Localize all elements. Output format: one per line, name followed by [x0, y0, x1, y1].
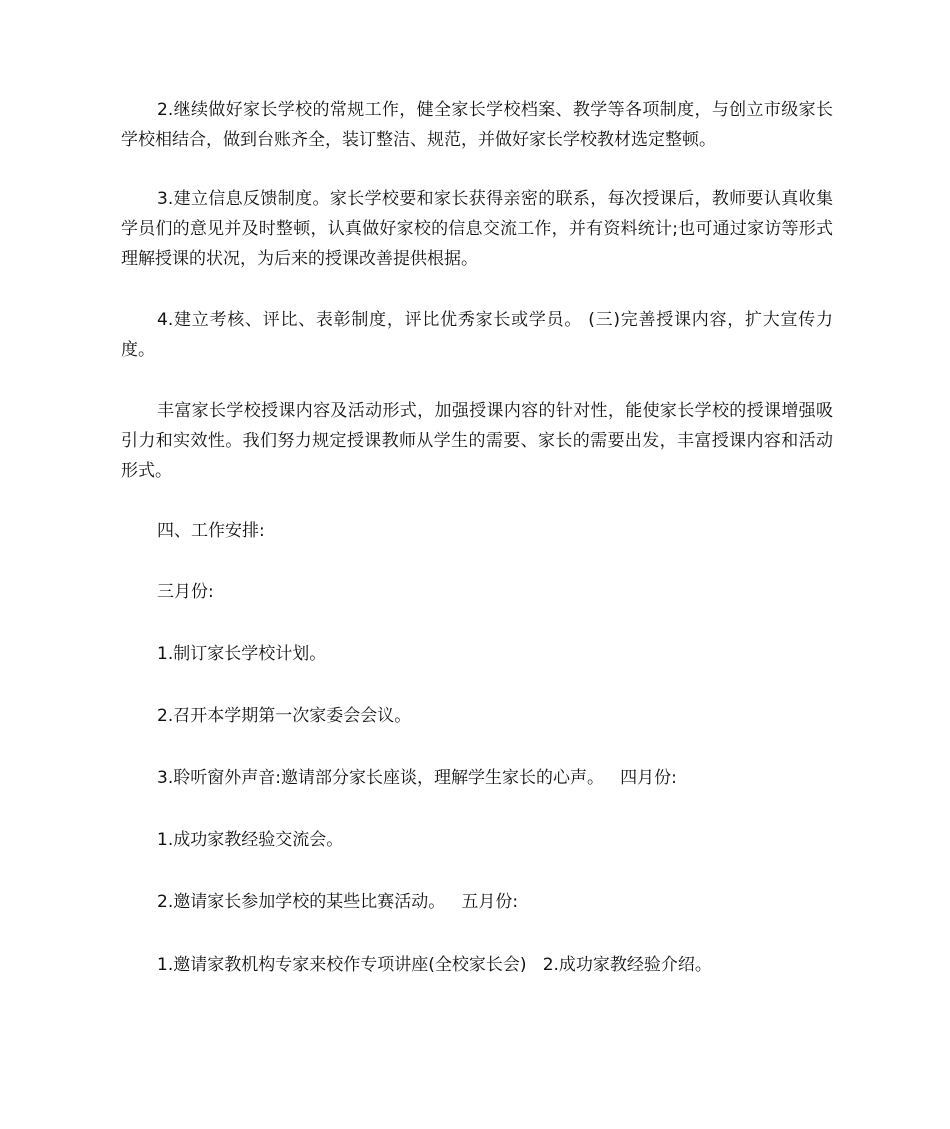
march-item-1: 1.制订家长学校计划。	[157, 644, 327, 664]
march-item-3-and-april-heading: 3.聆听窗外声音:邀请部分家长座谈，理解学生家长的心声。 四月份:	[157, 768, 677, 788]
paragraph-item-3: 3.建立信息反馈制度。家长学校要和家长获得亲密的联系，每次授课后，教师要认真收集学员们的意见并及时整顿，认真做好家校的信息交流工作，并有资料统计;也可通过家访等形式理解授课的状况，为后来的授课改善提供根据。	[121, 189, 833, 269]
paragraph-item-2: 2.继续做好家长学校的常规工作，健全家长学校档案、教学等各项制度，与创立市级家长学校相结合，做到台账齐全，装订整洁、规范，并做好家长学校教材选定整顿。	[121, 100, 833, 150]
paragraph-item-4: 4.建立考核、评比、表彰制度，评比优秀家长或学员。 (三)完善授课内容，扩大宣传力度。	[121, 310, 833, 360]
april-item-2-and-may-heading: 2.邀请家长参加学校的某些比赛活动。 五月份:	[157, 892, 519, 912]
month-heading-march: 三月份:	[157, 582, 214, 602]
march-item-2: 2.召开本学期第一次家委会会议。	[157, 706, 412, 726]
april-item-1: 1.成功家教经验交流会。	[157, 830, 344, 850]
may-items: 1.邀请家教机构专家来校作专项讲座(全校家长会) 2.成功家教经验介绍。	[157, 955, 712, 975]
section-heading-work-plan: 四、工作安排:	[157, 521, 265, 541]
paragraph-enrich-content: 丰富家长学校授课内容及活动形式，加强授课内容的针对性，能使家长学校的授课增强吸引力和实效性。我们努力规定授课教师从学生的需要、家长的需要出发，丰富授课内容和活动形式。	[121, 401, 833, 481]
